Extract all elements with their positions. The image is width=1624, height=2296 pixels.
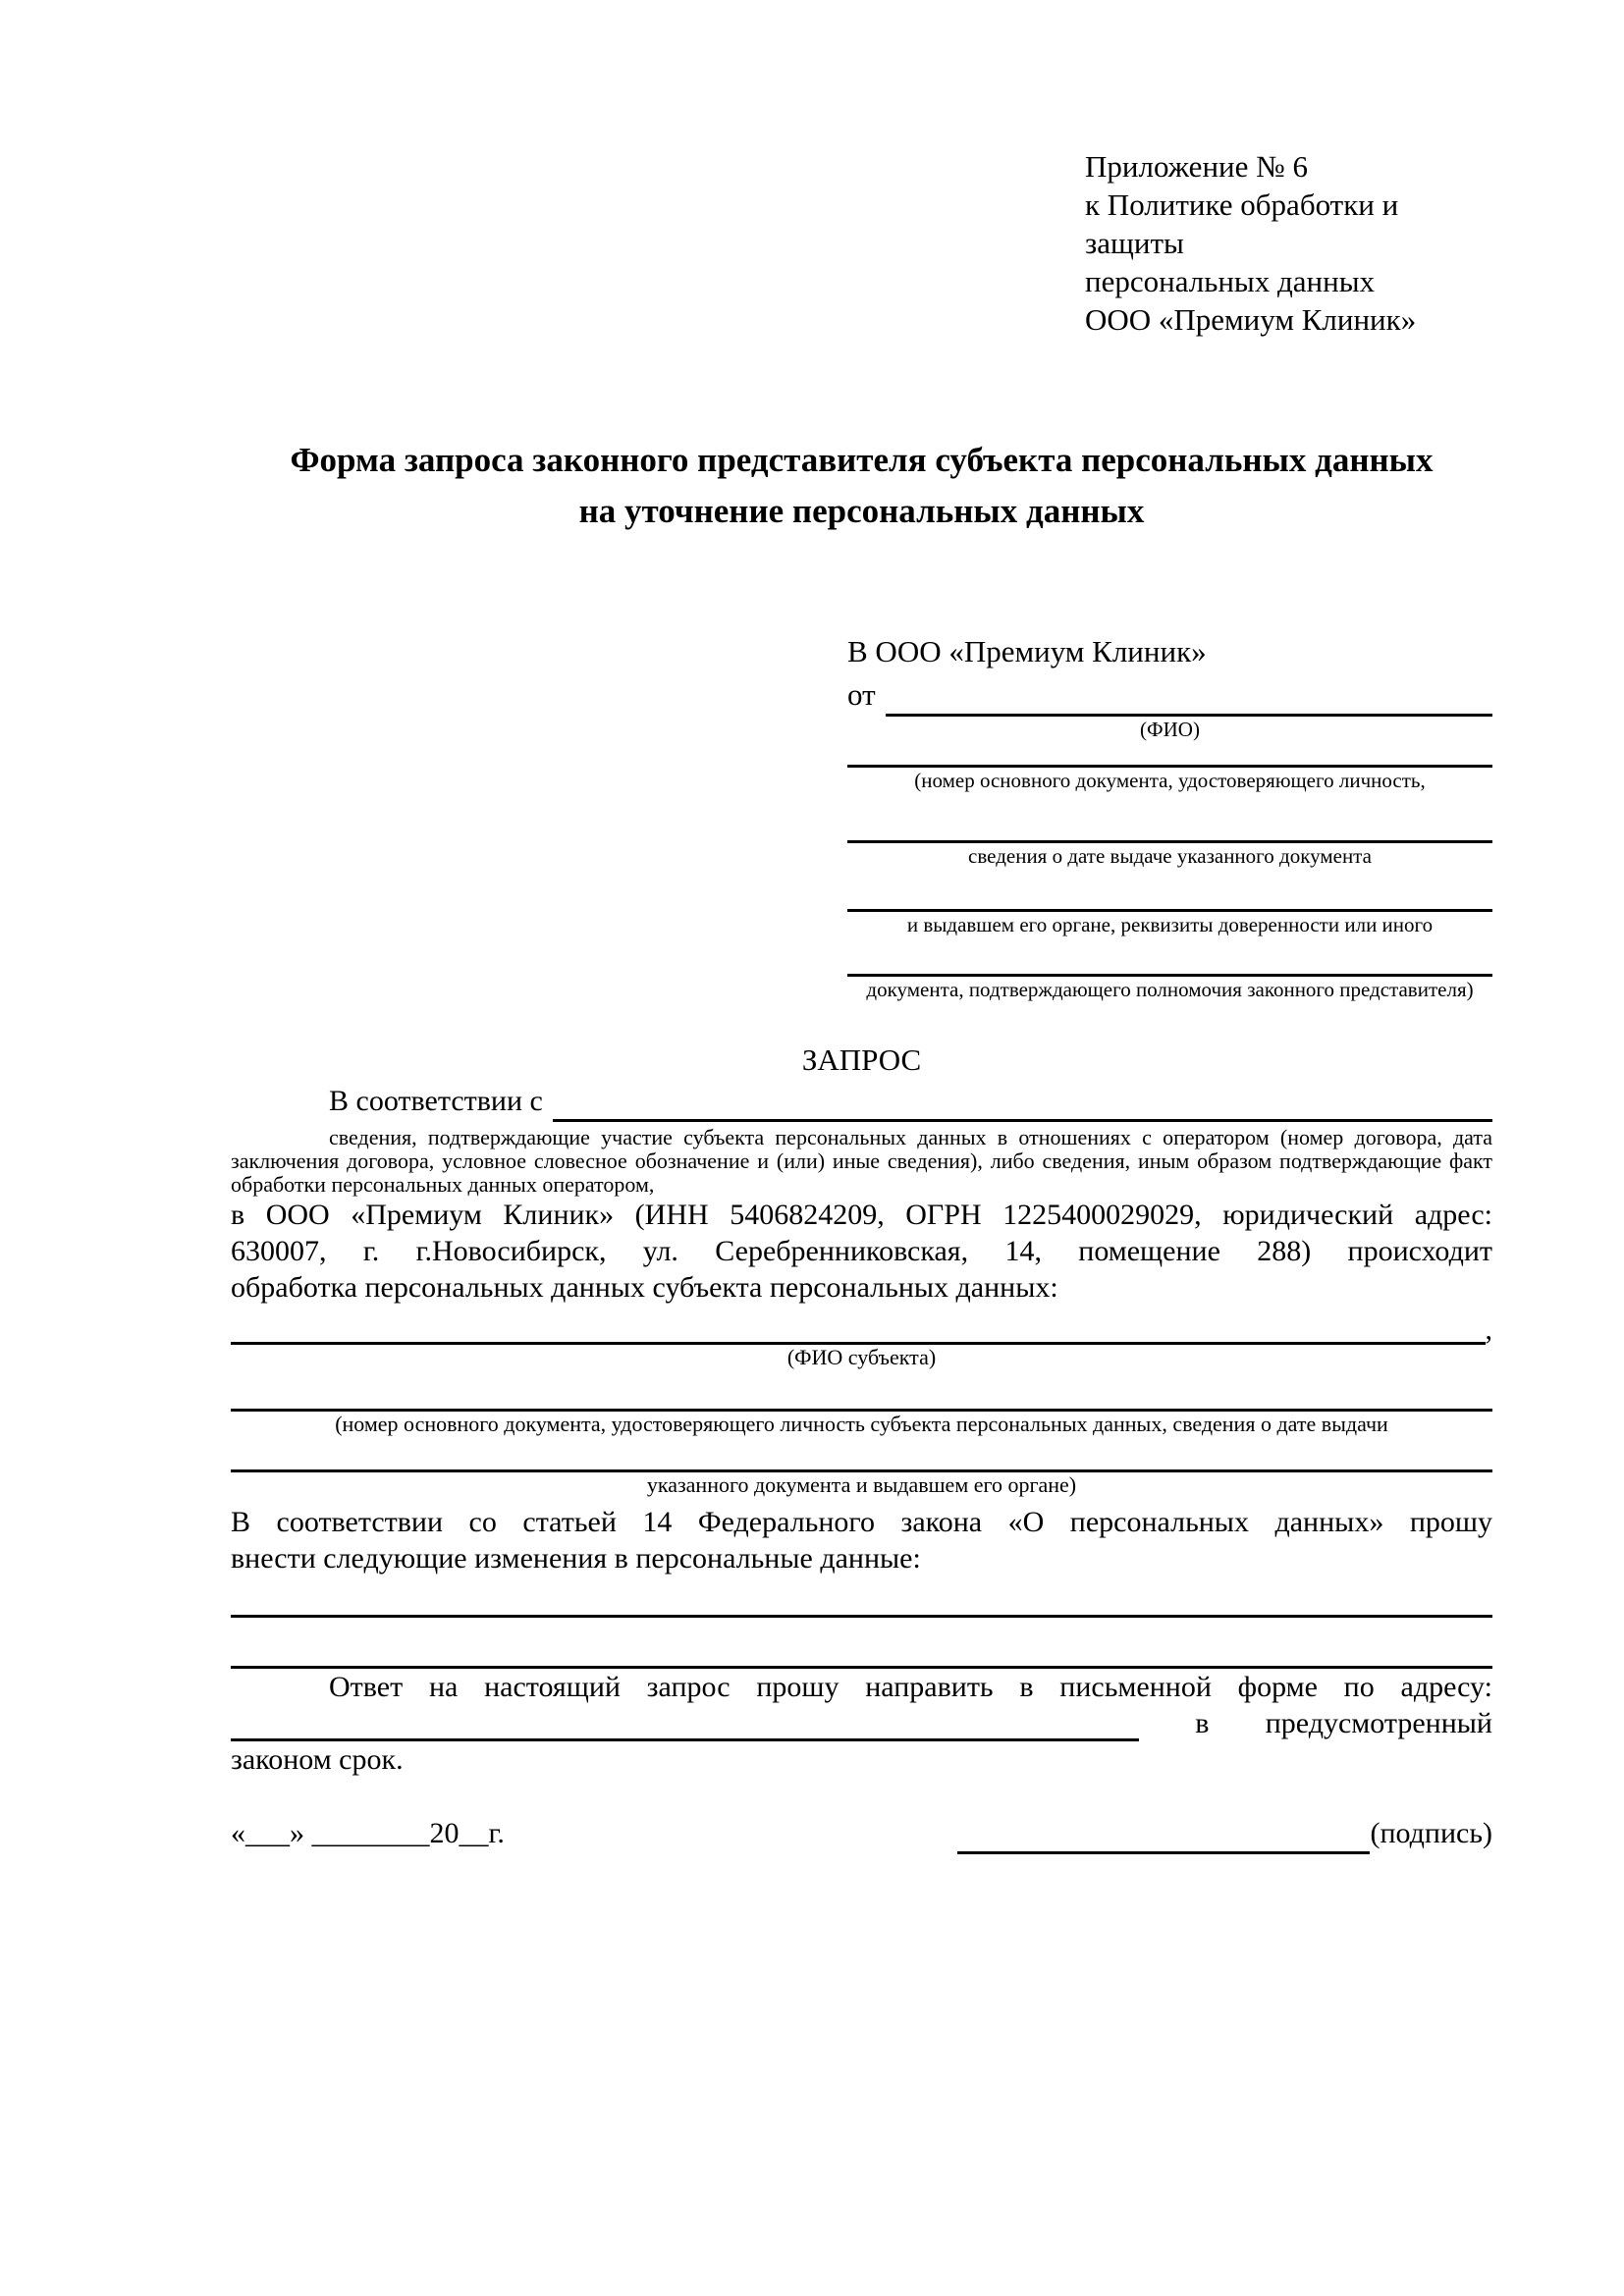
intro-underline [553, 1081, 1492, 1122]
appendix-line: Приложение № 6 [1085, 149, 1308, 184]
appendix-line: к Политике обработки и защиты [1085, 187, 1399, 260]
signature-caption: (подпись) [1370, 1817, 1492, 1849]
answer-paragraph [231, 1669, 1492, 1778]
subject-fio-comma: , [1485, 1313, 1492, 1346]
basis-note-line: заключения договора, условное словесное обозначение и (или) иные сведения), либо сведения, иным образом подтверждающие факт [231, 1148, 1492, 1173]
changes-underline-1 [231, 1576, 1492, 1618]
representative-doc-underline-4 [847, 937, 1492, 977]
basis-note-line: обработки персональных данных оператором, [231, 1172, 655, 1197]
answer-word: в [1195, 1707, 1210, 1739]
operator-paragraph-line: обработка персональных данных субъекта персональных данных: [231, 1271, 1058, 1304]
answer-address-underline [231, 1705, 1139, 1741]
changes-underline-2 [231, 1618, 1492, 1669]
subject-fio-caption: (ФИО субъекта) [786, 1345, 937, 1369]
answer-address-row [231, 1705, 1492, 1741]
from-name-underline [886, 673, 1492, 717]
subject-doc-caption-2: указанного документа и выдавшем его органе) [646, 1472, 1077, 1497]
addressee-from-row [847, 673, 1492, 717]
representative-doc-underline-2 [847, 793, 1492, 843]
operator-paragraph-line: 630007, г. г.Новосибирск, ул. Серебренниковская, 14, помещение 288) происходит [231, 1235, 1492, 1267]
representative-doc-caption-2: сведения о дате выдаче указанного документа [968, 844, 1372, 868]
representative-doc-caption-4: документа, подтверждающего полномочия законного представителя) [866, 978, 1474, 1001]
law-paragraph [231, 1504, 1492, 1576]
subject-doc-caption-1: (номер основного документа, удостоверяющего личность субъекта персональных данных, сведения о дате выдачи [335, 1412, 1388, 1436]
subject-doc-underline-2 [231, 1437, 1492, 1472]
representative-doc-underline-3 [847, 869, 1492, 912]
appendix-line: персональных данных [1085, 264, 1376, 298]
addressee-to: В ООО «Премиум Клиник» [847, 634, 1207, 668]
representative-doc-caption-3: и выдавшем его органе, реквизиты доверенности или иного [906, 913, 1434, 936]
law-paragraph-line: В соответствии со статьей 14 Федерального закона «О персональных данных» прошу [231, 1506, 1492, 1538]
subject-fio-row [231, 1313, 1492, 1345]
signature-underline [957, 1813, 1370, 1854]
basis-note [231, 1126, 1492, 1197]
appendix-line: ООО «Премиум Клиник» [1085, 302, 1417, 337]
document-title [231, 435, 1492, 537]
footer-row [231, 1813, 1492, 1854]
intro-prefix: В соответствии с [329, 1085, 543, 1117]
answer-word: предусмотренный [1265, 1707, 1492, 1739]
addressee-block [847, 630, 1492, 1002]
fio-caption: (ФИО) [1140, 718, 1200, 741]
appendix-header [1085, 147, 1492, 339]
document-title-line2: на уточнение персональных данных [578, 492, 1145, 530]
answer-paragraph-line1: Ответ на настоящий запрос прошу направить в письменной форме по адресу: [329, 1671, 1492, 1703]
intro-row [231, 1081, 1492, 1122]
law-paragraph-line: внести следующие изменения в персональные данные: [231, 1542, 921, 1575]
request-heading: ЗАПРОС [801, 1042, 922, 1077]
document-title-line1: Форма запроса законного представителя субъекта персональных данных [290, 441, 1434, 479]
representative-doc-caption-1: (номер основного документа, удостоверяющего личность, [914, 769, 1426, 792]
addressee-from-label: от [847, 677, 876, 712]
signature-block [957, 1813, 1492, 1854]
date-field: «___» ________20__г. [231, 1817, 505, 1849]
answer-closing: законом срок. [231, 1743, 404, 1776]
representative-doc-underline-1 [847, 742, 1492, 768]
subject-fio-underline [231, 1313, 1486, 1345]
operator-paragraph-line: в ООО «Премиум Клиник» (ИНН 5406824209, ОГРН 1225400029029, юридический адрес: [231, 1199, 1492, 1231]
operator-paragraph [231, 1197, 1492, 1306]
subject-doc-underline-1 [231, 1370, 1492, 1412]
basis-note-line: сведения, подтверждающие участие субъекта персональных данных в отношениях с оператором (номер договора, дата [329, 1125, 1492, 1149]
